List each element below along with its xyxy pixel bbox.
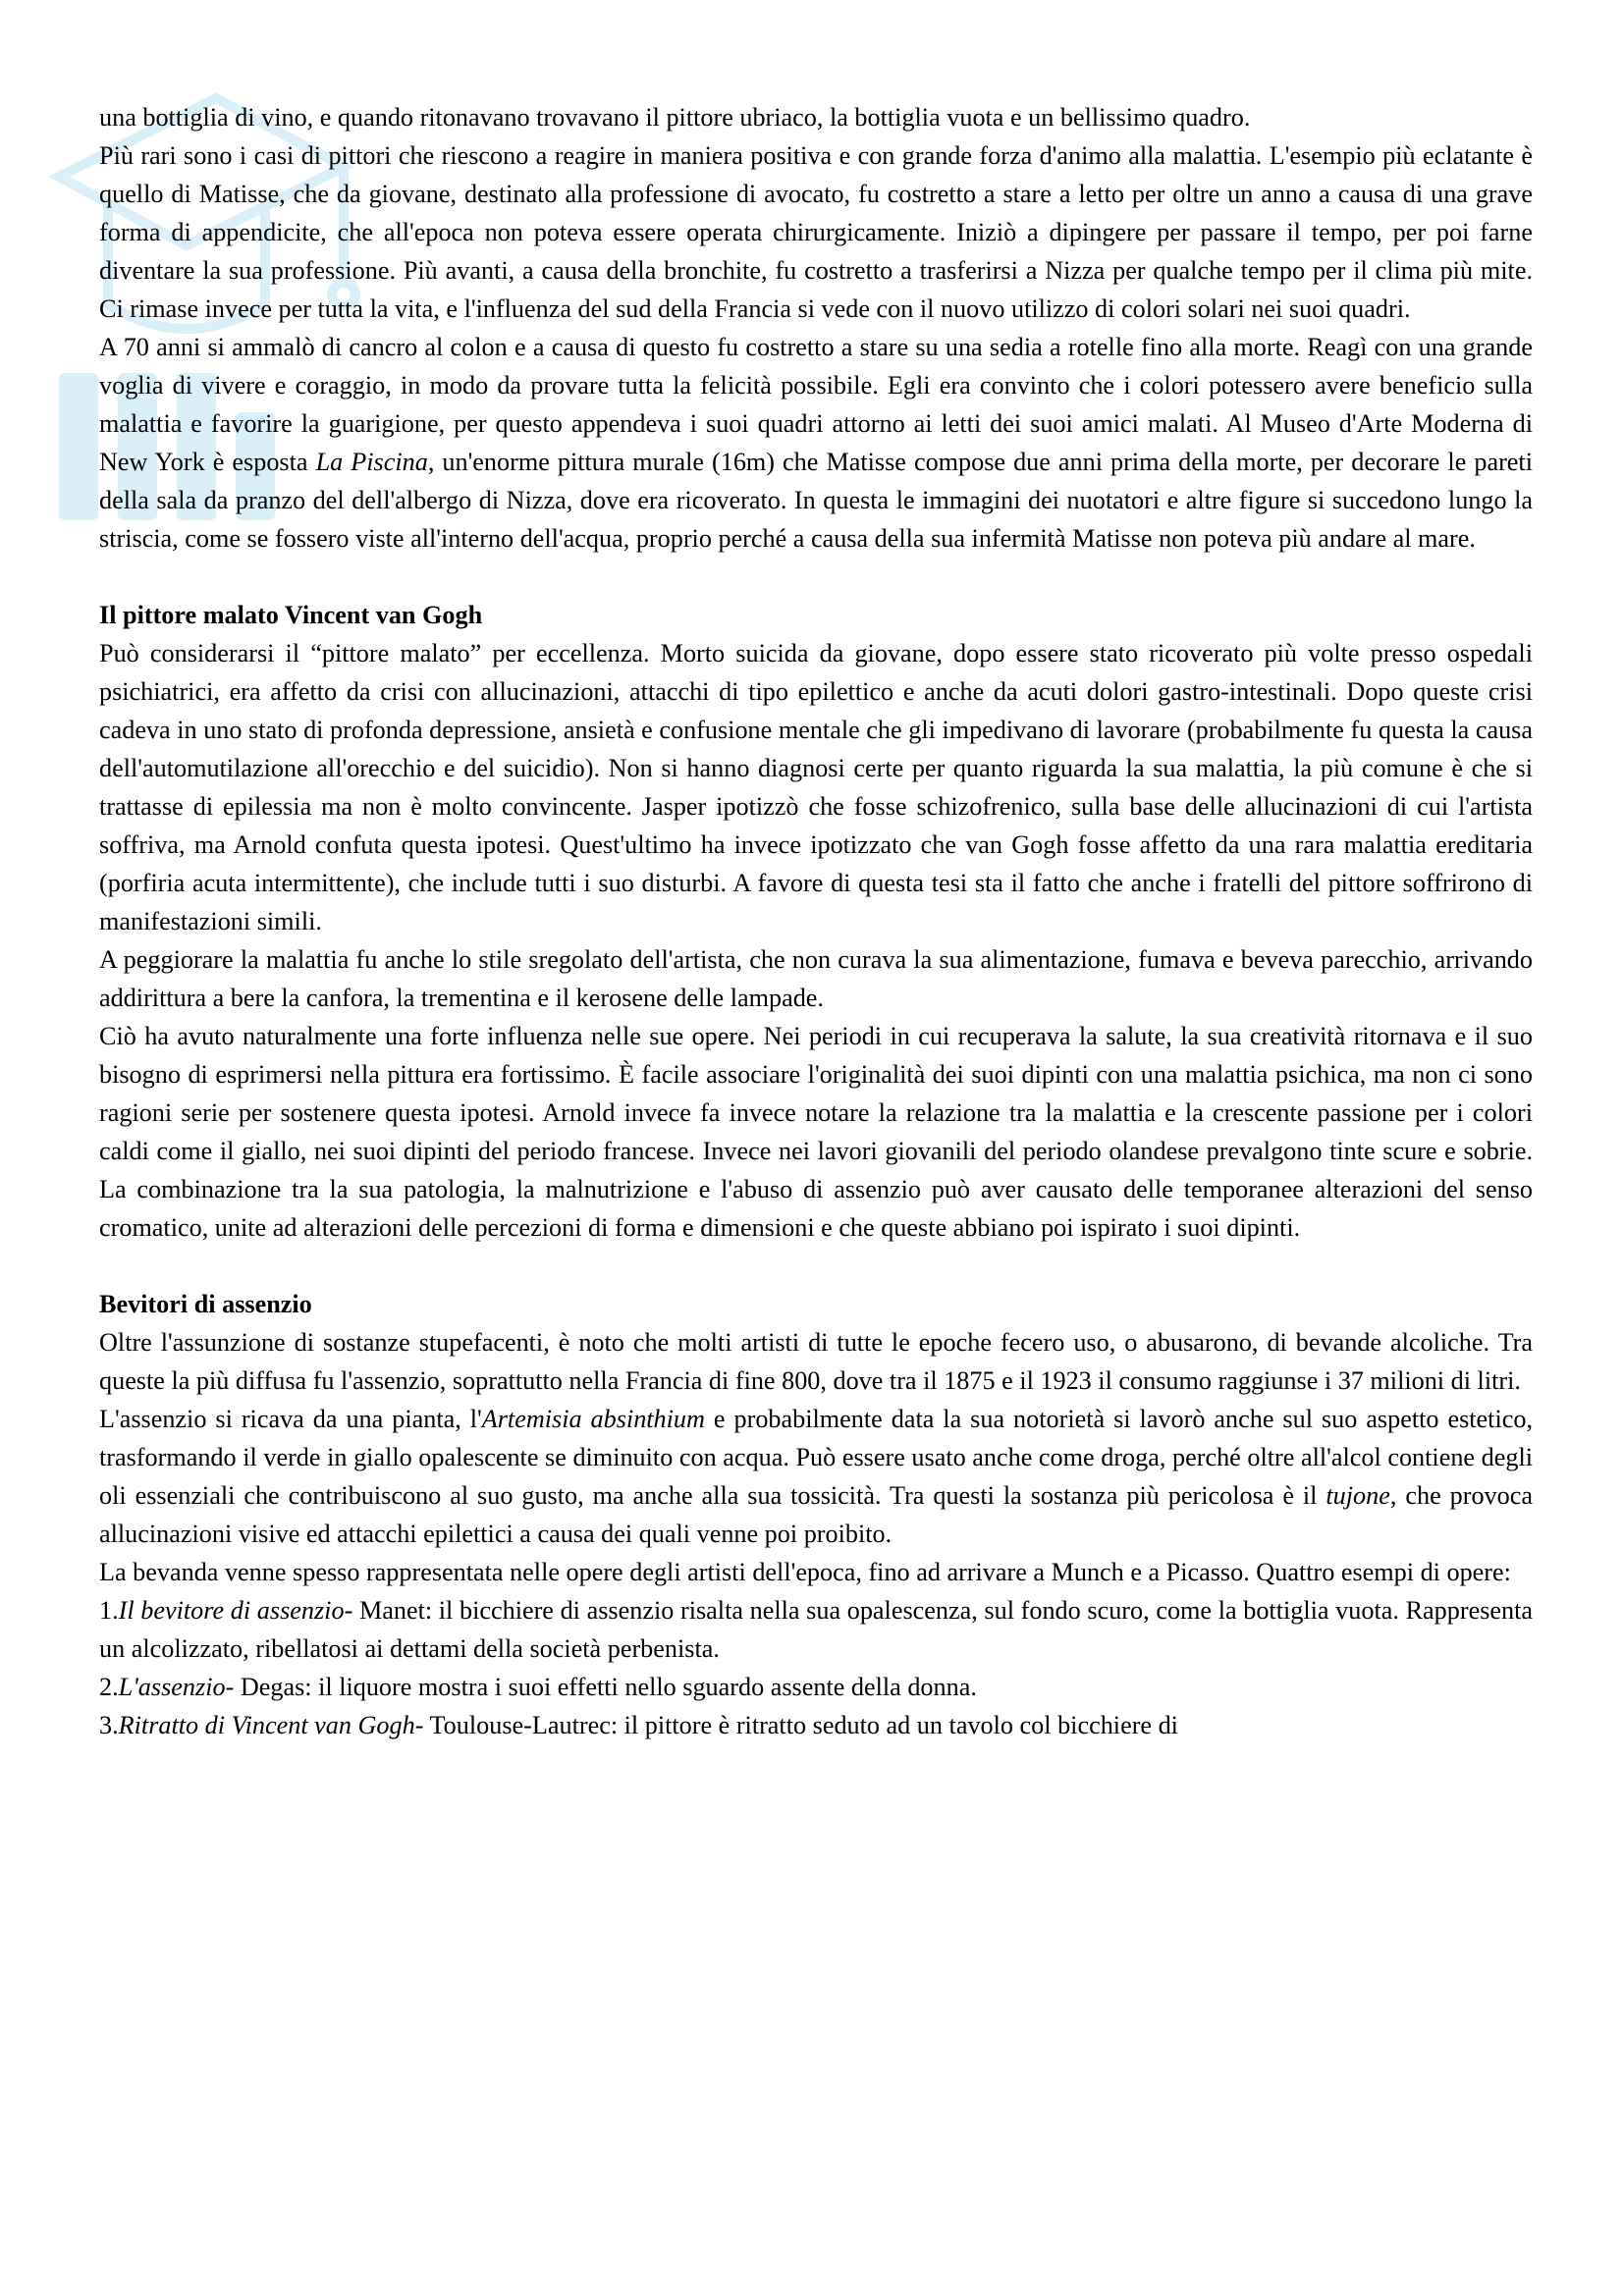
absinthe-paragraph-1: Oltre l'assunzione di sostanze stupefacenti, è noto che molti artisti di tutte le epoche fecero uso, o abusarono, di bevande alcoliche. Tra queste la più diffusa fu l'assenzio, soprattutto nella Francia di fine 800, dove tra il 1875 e il 1923 il consumo raggiunse i 37 milioni di litri. [99, 1328, 1533, 1395]
intro-paragraph-3: A 70 anni si ammalò di cancro al colon e a causa di questo fu costretto a stare su una sedia a rotelle fino alla morte. Reagì con una grande voglia di vivere e coraggio, in modo da provare tutta la felicità possibile. Egli era convinto che i colori potessero avere beneficio sulla malattia e favorire la guarigione, per questo appendeva i suoi quadri attorno ai letti dei suoi amici malati. Al Museo d'Arte Moderna di New York è esposta La Piscina, un'enorme pittura murale (16m) che Matisse compose due anni prima della morte, per decorare le pareti della sala da pranzo del dell'albergo di Nizza, dove era ricoverato. In questa le immagini dei nuotatori e altre figure si succedono lungo la striscia, come se fossero viste all'interno dell'acqua, proprio perché a causa della sua infermità Matisse non poteva più andare al mare. [99, 333, 1533, 553]
artwork-title: La Piscina [315, 448, 428, 476]
intro-paragraph-1: una bottiglia di vino, e quando ritonavano trovavano il pittore ubriaco, la bottiglia vuota e un bellissimo quadro. [99, 103, 1251, 132]
work-title: L'assenzio [118, 1673, 226, 1701]
document-body [99, 98, 1533, 1744]
substance-name: tujone [1325, 1481, 1390, 1510]
vangogh-paragraph-3: Ciò ha avuto naturalmente una forte influenza nelle sue opere. Nei periodi in cui recuperava la salute, la sua creatività ritornava e il suo bisogno di esprimersi nella pittura era fortissimo. È facile associare l'originalità dei suoi dipinti con una malattia psichica, ma non ci sono ragioni serie per sostenere questa ipotesi. Arnold invece fa invece notare la relazione tra la malattia e la crescente passione per i colori caldi come il giallo, nei suoi dipinti del periodo francese. Invece nei lavori giovanili del periodo olandese prevalgono tinte scure e sobrie. La combinazione tra la sua patologia, la malnutrizione e l'abuso di assenzio può aver causato delle temporanee alterazioni del senso cromatico, unite ad alterazioni delle percezioni di forma e dimensioni e che queste abbiano poi ispirato i suoi dipinti. [99, 1022, 1533, 1242]
works-item: 3.Ritratto di Vincent van Gogh- Toulouse-Lautrec: il pittore è ritratto seduto ad un tavolo col bicchiere di [99, 1711, 1178, 1739]
works-item: 1.Il bevitore di assenzio- Manet: il bicchiere di assenzio risalta nella sua opalescenza, sul fondo scuro, come la bottiglia vuota. Rappresenta un alcolizzato, ribellatosi ai dettami della società perbenista. [99, 1596, 1533, 1663]
vangogh-paragraph-1: Può considerarsi il “pittore malato” per eccellenza. Morto suicida da giovane, dopo essere stato ricoverato più volte presso ospedali psichiatrici, era affetto da crisi con allucinazioni, attacchi di tipo epilettico e anche da acuti dolori gastro-intestinali. Dopo queste crisi cadeva in uno stato di profonda depressione, ansietà e confusione mentale che gli impedivano di lavorare (probabilmente fu questa la causa dell'automutilazione all'orecchio e del suicidio). Non si hanno diagnosi certe per quanto riguarda la sua malattia, la più comune è che si trattasse di epilessia ma non è molto convincente. Jasper ipotizzò che fosse schizofrenico, sulla base delle allucinazioni di cui l'artista soffriva, ma Arnold confuta questa ipotesi. Quest'ultimo ha invece ipotizzato che van Gogh fosse affetto da una rara malattia ereditaria (porfiria acuta intermittente), che include tutti i suo disturbi. A favore di questa tesi sta il fatto che anche i fratelli del pittore soffrirono di manifestazioni simili. [99, 639, 1533, 935]
intro-paragraph-2: Più rari sono i casi di pittori che riescono a reagire in maniera positiva e con grande forza d'animo alla malattia. L'esempio più eclatante è quello di Matisse, che da giovane, destinato alla professione di avocato, fu costretto a stare a letto per oltre un anno a causa di una grave forma di appendicite, che all'epoca non poteva essere operata chirurgicamente. Iniziò a dipingere per passare il tempo, per poi farne diventare la sua professione. Più avanti, a causa della bronchite, fu costretto a trasferirsi a Nizza per qualche tempo per il clima più mite. Ci rimase invece per tutta la vita, e l'influenza del sud della Francia si vede con il nuovo utilizzo di colori solari nei suoi quadri. [99, 141, 1533, 323]
work-title: Il bevitore di assenzio [118, 1596, 345, 1625]
works-item: 2.L'assenzio- Degas: il liquore mostra i suoi effetti nello sguardo assente della donna. [99, 1673, 977, 1701]
section-heading-absinthe: Bevitori di assenzio [99, 1290, 312, 1318]
plant-name: Artemisia absinthium [481, 1405, 705, 1433]
section-heading-vangogh: Il pittore malato Vincent van Gogh [99, 601, 483, 629]
work-title: Ritratto di Vincent van Gogh [118, 1711, 415, 1739]
absinthe-paragraph-3: La bevanda venne spesso rappresentata nelle opere degli artisti dell'epoca, fino ad arrivare a Munch e a Picasso. Quattro esempi di opere: [99, 1558, 1511, 1586]
absinthe-paragraph-2: L'assenzio si ricava da una pianta, l'Artemisia absinthium e probabilmente data la sua notorietà si lavorò anche sul suo aspetto estetico, trasformando il verde in giallo opalescente se diminuito con acqua. Può essere usato anche come droga, perché oltre all'alcol contiene degli oli essenziali che contribuiscono al suo gusto, ma anche alla sua tossicità. Tra questi la sostanza più pericolosa è il tujone, che provoca allucinazioni visive ed attacchi epilettici a causa dei quali venne poi proibito. [99, 1405, 1533, 1548]
vangogh-paragraph-2: A peggiorare la malattia fu anche lo stile sregolato dell'artista, che non curava la sua alimentazione, fumava e beveva parecchio, arrivando addirittura a bere la canfora, la trementina e il kerosene delle lampade. [99, 945, 1533, 1012]
